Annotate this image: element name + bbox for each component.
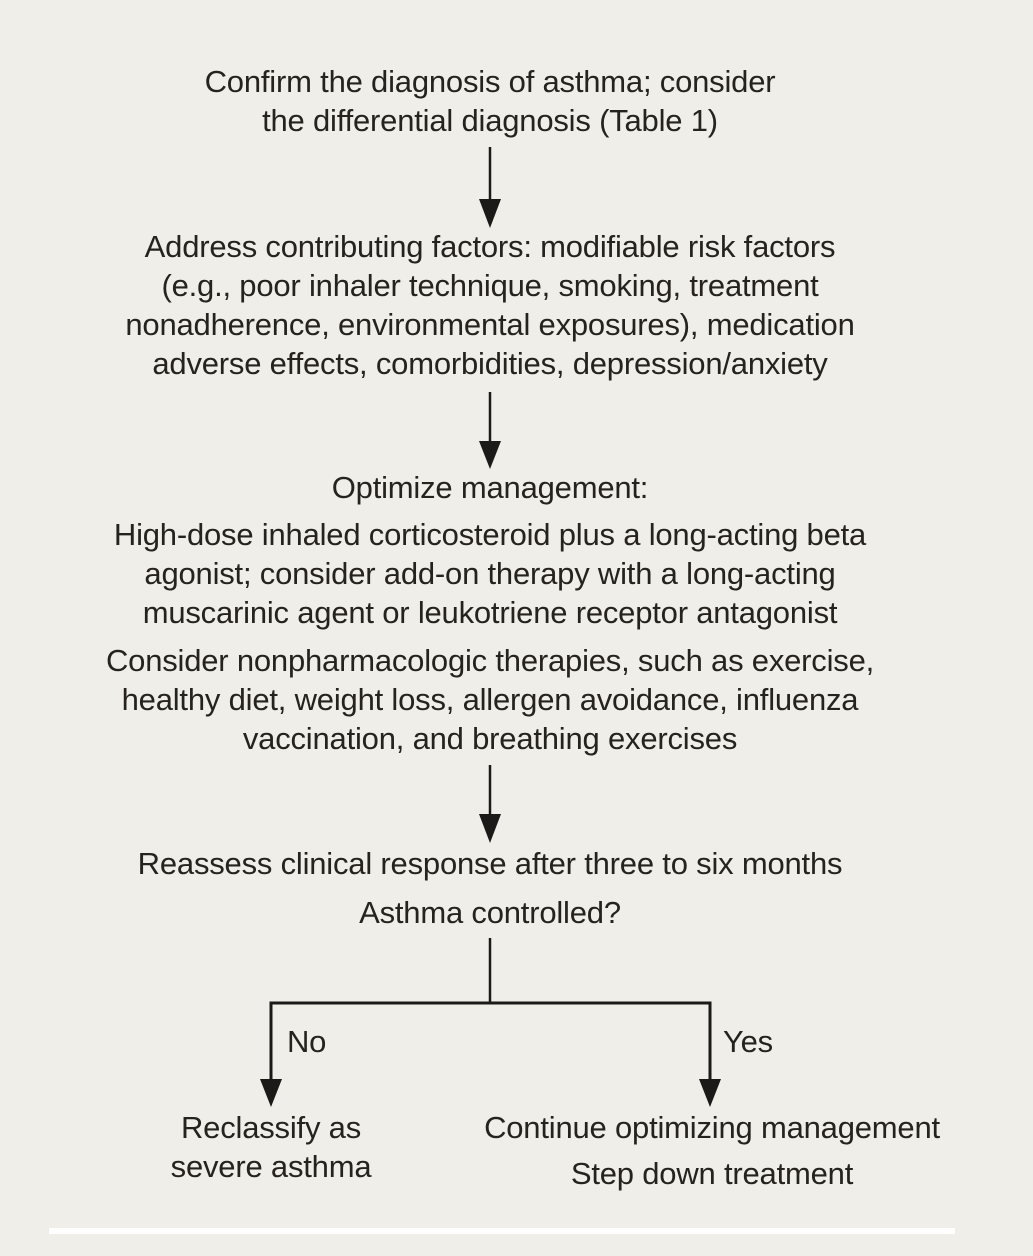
text-line: healthy diet, weight loss, allergen avoidance, influenza: [121, 682, 859, 717]
text-line: Continue optimizing management: [484, 1110, 940, 1145]
yes-branch-arrow-icon: [699, 1002, 721, 1108]
text-line: High-dose inhaled corticosteroid plus a long-acting beta: [113, 517, 867, 552]
text-line: vaccination, and breathing exercises: [242, 721, 738, 756]
step-reassess: Reassess clinical response after three to six months: [137, 846, 843, 881]
text-line: (e.g., poor inhaler technique, smoking, treatment: [161, 268, 819, 303]
text-line: Address contributing factors: modifiable risk factors: [144, 229, 836, 264]
text-line: muscarinic agent or leukotriene receptor antagonist: [142, 595, 838, 630]
text-line: adverse effects, comorbidities, depression/anxiety: [152, 346, 828, 381]
decision-question: Asthma controlled?: [359, 895, 621, 930]
optimize-heading: Optimize management:: [331, 470, 649, 505]
down-arrow-icon-1: [479, 147, 501, 228]
text-line: the differential diagnosis (Table 1): [262, 103, 718, 138]
optimize-nonpharmacologic-paragraph: [0, 641, 980, 758]
no-branch-arrow-icon: [260, 1002, 282, 1108]
outcome-continue-optimizing: [412, 1108, 1012, 1193]
bottom-divider-line: [49, 1228, 955, 1234]
step-address-factors: [0, 227, 980, 383]
text-line: Step down treatment: [570, 1156, 854, 1191]
down-arrow-icon-3: [479, 765, 501, 843]
outcome-reclassify-severe-asthma: [71, 1108, 471, 1186]
text-line: nonadherence, environmental exposures), medication: [125, 307, 855, 342]
down-arrow-icon-2: [479, 392, 501, 469]
step-confirm-diagnosis: [0, 62, 980, 140]
yes-label: Yes: [723, 1024, 773, 1059]
optimize-pharmacologic-paragraph: [0, 515, 980, 632]
text-line: Confirm the diagnosis of asthma; consider: [204, 64, 776, 99]
no-label: No: [287, 1024, 327, 1059]
text-line: Reclassify as: [180, 1110, 361, 1145]
text-line: severe asthma: [170, 1149, 372, 1184]
text-line: agonist; consider add-on therapy with a long-acting: [144, 556, 836, 591]
text-line: Consider nonpharmacologic therapies, such as exercise,: [105, 643, 875, 678]
